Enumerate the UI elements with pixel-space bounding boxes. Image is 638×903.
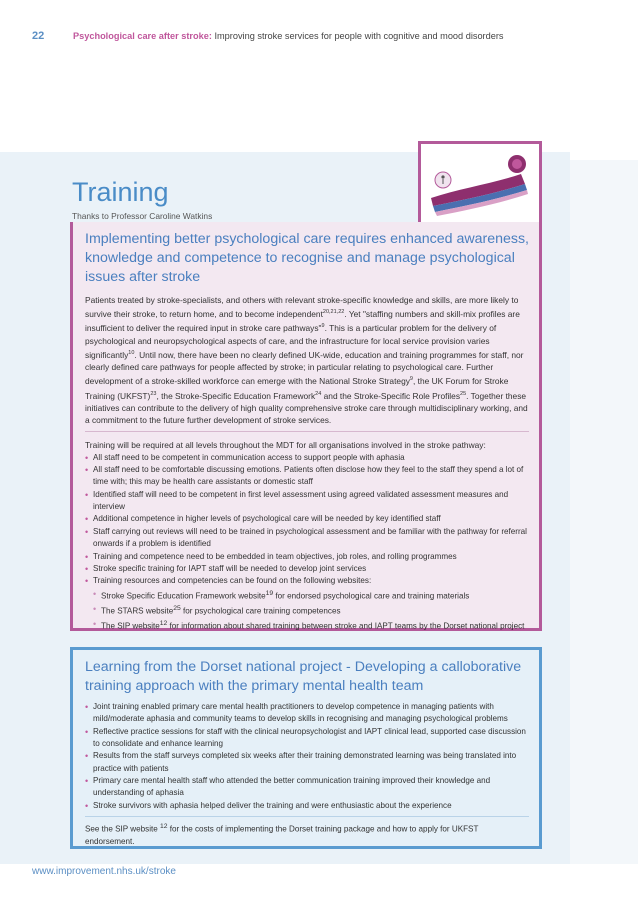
- page-number: 22: [32, 30, 45, 42]
- website-reference: 12: [159, 619, 168, 627]
- section-title: Training: [72, 177, 169, 207]
- list-item: • Additional competence in higher levels of psychological care will be needed by key identified staff: [85, 513, 529, 525]
- paragraph-reference: 23: [150, 390, 157, 397]
- paragraph-reference: 25: [460, 390, 467, 397]
- paragraph-reference: 9: [409, 376, 413, 383]
- website-reference: 25: [173, 604, 181, 612]
- stroke-pathway-image: [421, 144, 539, 228]
- training-box: [70, 222, 542, 631]
- training-intro: Training will be required at all levels throughout the MDT for all organisations involved in the stroke pathway:: [85, 440, 486, 451]
- paragraph-text: and the Stroke-Specific Role Profiles: [321, 390, 461, 401]
- paragraph-text: . Until now, there have been no clearly defined UK-wide, education and training programmes for staff, nor clearly defined care pathways for people affected by stroke; in particular relating to psychological care. Further development of a stroke-skilled workforce can emerge with the National Stroke Strategy: [85, 349, 524, 387]
- dorset-bullet-list: [85, 701, 529, 812]
- footnote-text: See the SIP website: [85, 824, 160, 834]
- list-item: • Results from the staff surveys completed six weeks after their training demonstrated learning was being translated into practice with patients: [85, 750, 529, 775]
- list-item: • Identified staff will need to be competent in first level assessment using agreed validated assessment measures and interview: [85, 489, 529, 514]
- paragraph-reference: 24: [315, 390, 322, 397]
- paragraph-reference: 9: [321, 323, 325, 330]
- website-list-item: [85, 588, 529, 603]
- list-item: • Primary care mental health staff who attended the better communication training improved their knowledge and understanding of aphasia: [85, 775, 529, 800]
- section-credit: Thanks to Professor Caroline Watkins: [72, 211, 213, 221]
- website-reference: 19: [265, 589, 274, 597]
- running-head-subtitle: Improving stroke services for people with cognitive and mood disorders: [211, 31, 504, 41]
- list-item: • Stroke specific training for IAPT staff will be needed to develop joint services: [85, 563, 529, 575]
- dorset-footnote: [85, 816, 529, 848]
- website-text: for psychological care training competences: [180, 606, 341, 616]
- list-item: • All staff need to be competent in communication access to support people with aphasia: [85, 452, 529, 464]
- list-item: • Training and competence need to be embedded in team objectives, job roles, and rolling programmes: [85, 551, 529, 563]
- website-text: The STARS website: [101, 606, 174, 616]
- list-item: • Reflective practice sessions for staff with the clinical neuropsychologist and IAPT clinical lead, supported case discussion to consolidate and enhance learning: [85, 726, 529, 751]
- paragraph-reference: 20,21,22: [322, 309, 345, 316]
- footnote-text: for the costs of implementing the Dorset training package and how to apply for UKFST endorsement.: [85, 824, 479, 846]
- paragraph-text: . Yet "staffing numbers and skill-mix profiles are insufficient to deliver the required input in stroke care pathways": [85, 309, 520, 334]
- website-text: for endorsed psychological care and training materials: [273, 591, 470, 601]
- running-head: [73, 31, 504, 41]
- training-bullet-list: [85, 452, 529, 633]
- list-item: • Training resources and competencies can be found on the following websites:: [85, 575, 529, 587]
- website-text: The SIP website: [101, 621, 160, 631]
- dorset-box-heading: Learning from the Dorset national project - Developing a calloborative training approach with the primary mental health team: [85, 659, 522, 694]
- paragraph-text: , the Stroke-Specific Education Framework: [156, 390, 316, 401]
- paragraph-text: . Together these initiatives can contribute to the delivery of high quality comprehensive stroke care through multidisciplinary working, and a commitment to the future further development of stroke services.: [85, 390, 528, 426]
- website-list-item: [85, 603, 529, 618]
- website-list-item: [85, 618, 529, 633]
- running-head-title: Psychological care after stroke:: [73, 31, 212, 41]
- paragraph-text: . This is a particular problem for the delivery of psychological and neuropsychological aspects of care, and the infrastructure for local service provision varies significantly: [85, 323, 497, 360]
- footnote-reference: 12: [160, 823, 168, 831]
- training-paragraph: [85, 294, 529, 426]
- paragraph-text: Patients treated by stroke-specialists, and others with relevant stroke-specific knowledge and skills, are more likely to survive their stroke, to return home, and to become independent: [85, 295, 519, 320]
- list-item: • All staff need to be comfortable discussing emotions. Patients often disclose how they feel to the staff they spend a lot of time with; this may be health care assistants or domestic staff: [85, 464, 529, 489]
- dorset-box: [70, 647, 542, 849]
- website-list: [85, 588, 529, 633]
- content-panel-edge: [570, 160, 638, 864]
- page-header: [0, 0, 638, 60]
- website-text: Stroke Specific Education Framework website: [101, 591, 266, 601]
- footer-url[interactable]: www.improvement.nhs.uk/stroke: [32, 866, 176, 877]
- divider: [85, 431, 529, 432]
- training-box-heading: Implementing better psychological care requires enhanced awareness, knowledge and competence to recognise and manage psychological issues after stroke: [85, 231, 530, 285]
- list-item: • Joint training enabled primary care mental health practitioners to develop competence in managing patients with mild/moderate aphasia and community teams to develop skills in recognising and managing psychological problems: [85, 701, 529, 726]
- paragraph-reference: 10: [128, 349, 135, 356]
- pathway-graphic: [418, 141, 542, 231]
- paragraph-text: , the UK Forum for Stroke Training (UKFST): [85, 376, 509, 401]
- list-item: • Stroke survivors with aphasia helped deliver the training and were enthusiastic about the experience: [85, 800, 529, 812]
- list-item: • Staff carrying out reviews will need to be trained in psychological assessment and be familiar with the pathway for referral onwards if a problem is identified: [85, 526, 529, 551]
- website-text: for information about shared training between stroke and IAPT teams by the Dorset national project: [167, 621, 525, 631]
